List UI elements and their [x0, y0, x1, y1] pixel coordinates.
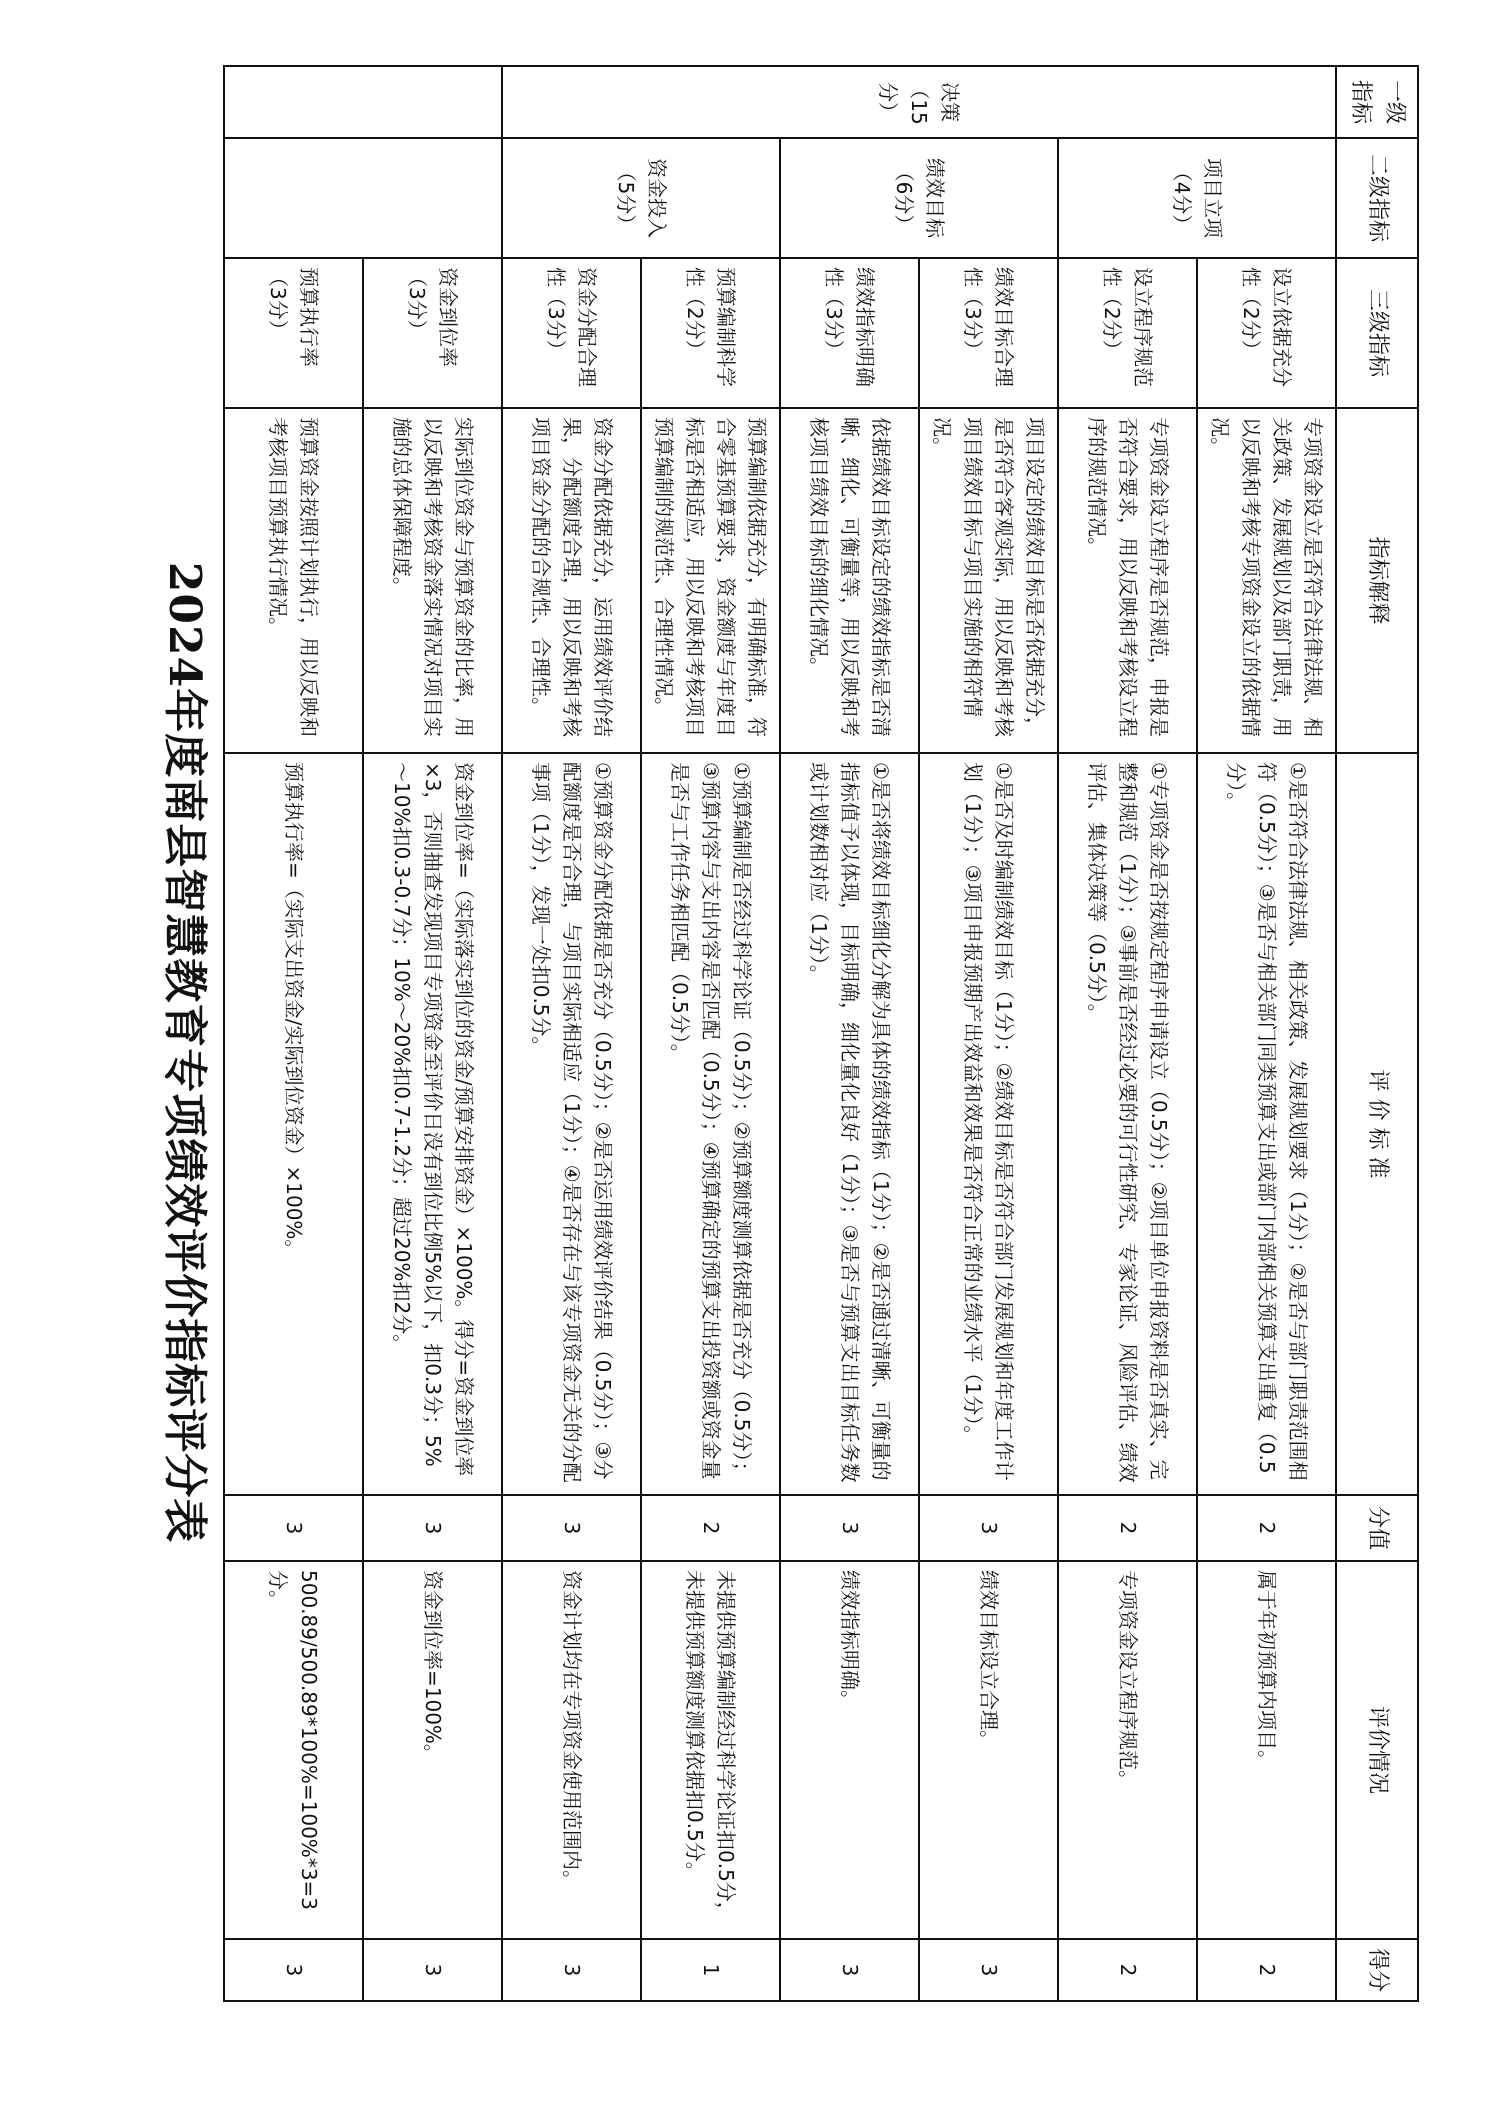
standard-cell: ①是否将绩效目标细化分解为具体的绩效指标（1分）；②是否通过清晰、可衡量的指标值予以体现，目标明确，细化量化良好（1分）；③是否与预算支出目标任务数或计划数相对应（1分）。: [780, 753, 919, 1495]
document-title: 2024年度南县智慧教育专项绩效评价指标评分表: [159, 561, 210, 1544]
max-score-cell: 2: [1058, 1495, 1197, 1561]
evaluation-cell: 未提供预算编制经过科学论证扣0.5分，未提供预算额度测算依据扣0.5分。: [641, 1561, 780, 1939]
max-score-cell: 3: [363, 1495, 502, 1561]
evaluation-cell: 属于年初预算内项目。: [1197, 1561, 1336, 1939]
max-score-cell: 3: [919, 1495, 1058, 1561]
table-row: [224, 66, 363, 2001]
explanation-cell: 实际到位资金与预算资金的比率，用以反映和考核资金落实情况对项目实施的总体保障程度。: [363, 408, 502, 753]
explanation-cell: 专项资金设立程序是否规范，申报是否符合要求，用以反映和考核设立程序的规范情况。: [1058, 408, 1197, 753]
table-row: [1058, 66, 1197, 2001]
standard-cell: ①预算资金分配依据是否充分（0.5分）；②是否运用绩效评价结果（0.5分）；③分配额度是否合理，与项目实际相适应（1分）；④是否存在与该专项资金无关的分配事项（1分），发现一处扣0.5分。: [502, 753, 641, 1495]
score-cell: 2: [1197, 1939, 1336, 2001]
level3-cell: 绩效目标合理性（3分）: [919, 258, 1058, 408]
table-row: [1197, 66, 1336, 2001]
header-explanation: 指标解释: [1336, 408, 1418, 753]
table-row: [363, 66, 502, 2001]
evaluation-cell: 绩效目标设立合理。: [919, 1561, 1058, 1939]
header-evaluation: 评价情况: [1336, 1561, 1418, 1939]
score-cell: 3: [780, 1939, 919, 2001]
score-cell: 2: [1058, 1939, 1197, 2001]
level2-performance-goal: 绩效目标（6分）: [780, 138, 1058, 258]
evaluation-cell: 绩效指标明确。: [780, 1561, 919, 1939]
header-level3: 三级指标: [1336, 258, 1418, 408]
level3-cell: 绩效指标明确性（3分）: [780, 258, 919, 408]
header-level2: 二级指标: [1336, 138, 1418, 258]
standard-cell: 预算执行率=（实际支出资金/实际到位资金）×100%。: [224, 753, 363, 1495]
score-cell: 1: [641, 1939, 780, 2001]
level2-project-setup: 项目立项（4分）: [1058, 138, 1336, 258]
max-score-cell: 3: [224, 1495, 363, 1561]
score-cell: 3: [363, 1939, 502, 2001]
standard-cell: ①是否符合法律法规、相关政策、发展规划要求（1分）；②是否与部门职责范围相符（0.5分）；③是否与相关部门同类预算支出或部门内部相关预算支出重复（0.5分）。: [1197, 753, 1336, 1495]
header-standard: 评 价 标 准: [1336, 753, 1418, 1495]
level3-cell: 设立程序规范性（2分）: [1058, 258, 1197, 408]
table-header-row: [1336, 66, 1418, 2001]
table-row: [502, 66, 641, 2001]
evaluation-table: [223, 65, 1419, 2002]
evaluation-cell: 资金计划均在专项资金使用范围内。: [502, 1561, 641, 1939]
level1-decision: 决策（15分）: [502, 66, 1336, 138]
standard-cell: ①专项资金是否按规定程序申请设立（0.5分）；②项目单位申报资料是否真实、完整和规范（1分）；③事前是否经过必要的可行性研究、专家论证、风险评估、绩效评估、集体决策等（0.5分）。: [1058, 753, 1197, 1495]
explanation-cell: 资金分配依据充分，运用绩效评价结果，分配额度合理，用以反映和考核项目资金分配的合规性、合理性。: [502, 408, 641, 753]
level3-cell: 预算执行率（3分）: [224, 258, 363, 408]
explanation-cell: 预算资金按照计划执行，用以反映和考核项目预算执行情况。: [224, 408, 363, 753]
level3-cell: 资金分配合理性（3分）: [502, 258, 641, 408]
max-score-cell: 3: [502, 1495, 641, 1561]
standard-cell: ①预算编制是否经过科学论证（0.5分）；②预算额度测算依据是否充分（0.5分）；③预算内容与支出内容是否匹配（0.5分）；④预算确定的预算支出投资额或资金量是否与工作任务相匹配（0.5分）。: [641, 753, 780, 1495]
evaluation-cell: 500.89/500.89*100%=100%*3=3分。: [224, 1561, 363, 1939]
level1-empty: [224, 66, 502, 138]
level2-funding-input: 资金投入（5分）: [502, 138, 780, 258]
evaluation-cell: 资金到位率=100%。: [363, 1561, 502, 1939]
header-max-score: 分值: [1336, 1495, 1418, 1561]
level3-cell: 预算编制科学性（2分）: [641, 258, 780, 408]
evaluation-cell: 专项资金设立程序规范。: [1058, 1561, 1197, 1939]
score-cell: 3: [502, 1939, 641, 2001]
score-cell: 3: [919, 1939, 1058, 2001]
header-score: 得分: [1336, 1939, 1418, 2001]
max-score-cell: 3: [780, 1495, 919, 1561]
max-score-cell: 2: [641, 1495, 780, 1561]
header-level1: 一级指标: [1336, 66, 1418, 138]
table-row: [780, 66, 919, 2001]
explanation-cell: 预算编制依据充分，有明确标准，符合零基预算要求，资金额度与年度目标是否相适应，用以反映和考核项目预算编制的规范性、合理性情况。: [641, 408, 780, 753]
table-row: [919, 66, 1058, 2001]
score-cell: 3: [224, 1939, 363, 2001]
standard-cell: ①是否及时编制绩效目标（1分）；②绩效目标是否符合部门发展规划和年度工作计划（1分）；③项目申报预期产出效益和效果是否符合正常的业绩水平（1分）。: [919, 753, 1058, 1495]
level2-empty: [224, 138, 502, 258]
table-row: [641, 66, 780, 2001]
standard-cell: 资金到位率=（实际落实到位的资金/预算安排资金）×100%。得分=资金到位率×3，否则抽查发现项目专项资金至评价日没有到位比例5%以下，扣0.3分；5%～10%扣0.3-0.7分；10%～20%扣0.7-1.2分；超过20%扣2分。: [363, 753, 502, 1495]
explanation-cell: 依据绩效目标设定的绩效指标是否清晰、细化、可衡量等，用以反映和考核项目绩效目标的细化情况。: [780, 408, 919, 753]
explanation-cell: 项目设定的绩效目标是否依据充分，是否符合客观实际，用以反映和考核项目绩效目标与项目实施的相符情况。: [919, 408, 1058, 753]
level3-cell: 资金到位率（3分）: [363, 258, 502, 408]
explanation-cell: 专项资金设立是否符合法律法规、相关政策、发展规划以及部门职责，用以反映和考核专项资金设立的依据情况。: [1197, 408, 1336, 753]
max-score-cell: 2: [1197, 1495, 1336, 1561]
level3-cell: 设立依据充分性（2分）: [1197, 258, 1336, 408]
